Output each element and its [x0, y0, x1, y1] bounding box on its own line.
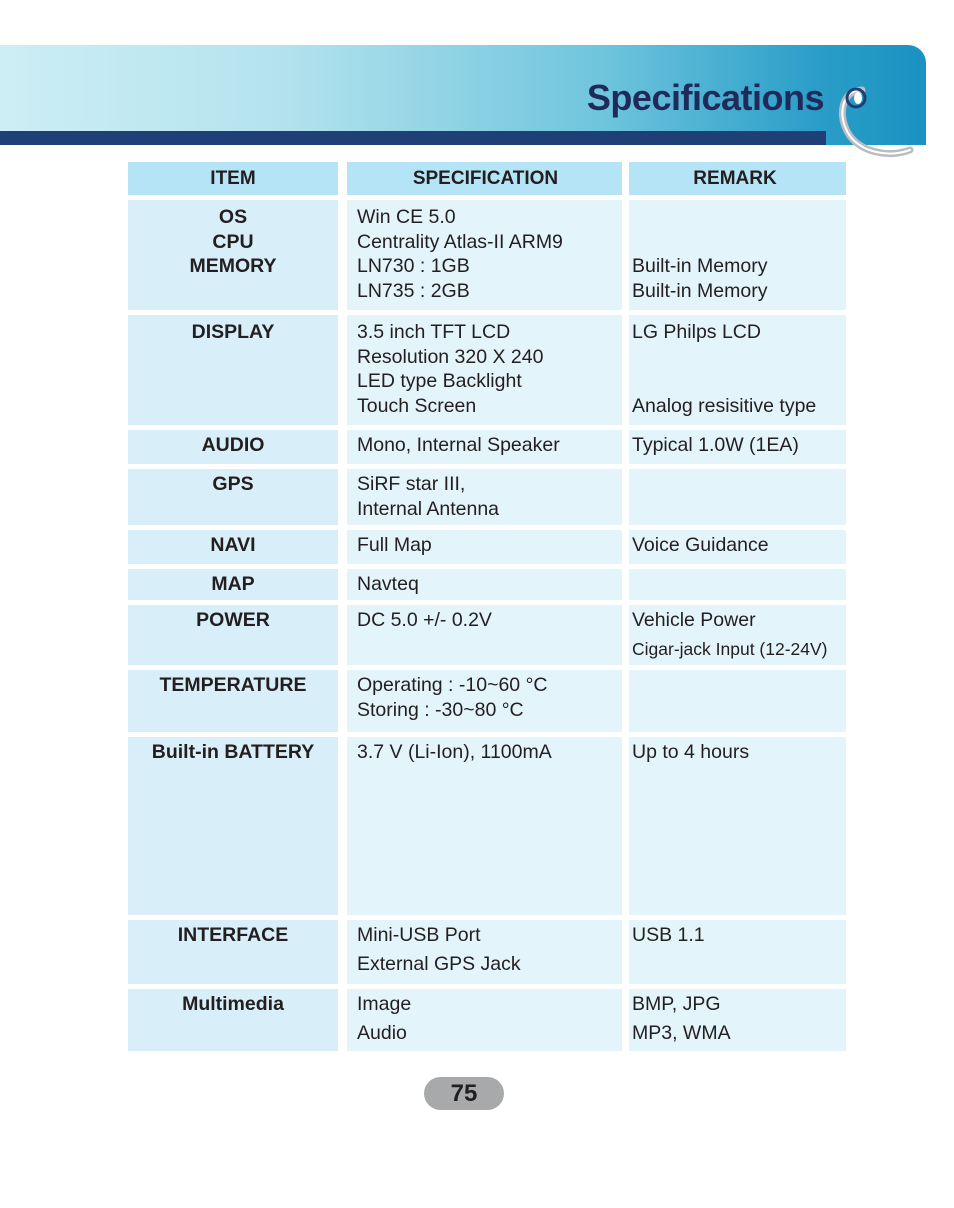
column-header-item: ITEM — [128, 162, 338, 195]
table-header-row — [128, 162, 846, 195]
table-row — [128, 430, 846, 464]
cell-text — [632, 205, 838, 230]
table-row — [128, 530, 846, 564]
table-row — [128, 200, 846, 310]
cell-text: Full Map — [357, 534, 432, 556]
cell-text: Win CE 5.0 — [357, 206, 456, 228]
specification-cell — [347, 530, 622, 564]
cell-text: MEMORY — [189, 255, 277, 277]
item-cell — [128, 737, 338, 915]
remark-cell — [629, 315, 846, 425]
cell-text: Resolution 320 X 240 — [357, 345, 544, 368]
cell-text — [632, 369, 838, 394]
item-cell — [128, 469, 338, 525]
cell-text: CPU — [212, 230, 254, 253]
remark-cell — [629, 670, 846, 732]
remark-cell — [629, 989, 846, 1051]
specification-cell — [347, 315, 622, 425]
cell-text: LED type Backlight — [357, 370, 522, 392]
specification-cell — [347, 605, 622, 665]
cell-text: Mono, Internal Speaker — [357, 434, 560, 456]
column-header-remark: REMARK — [629, 162, 846, 195]
item-cell — [128, 989, 338, 1051]
table-row — [128, 670, 846, 732]
cell-text: INTERFACE — [177, 924, 289, 946]
item-cell — [128, 200, 338, 310]
cell-text: NAVI — [210, 534, 256, 556]
cell-text: External GPS Jack — [357, 952, 521, 975]
remark-cell — [629, 430, 846, 464]
cell-text: LN735 : 2GB — [357, 279, 470, 302]
cell-text: Voice Guidance — [632, 534, 769, 556]
table-row — [128, 315, 846, 425]
cell-text: Vehicle Power — [632, 609, 756, 631]
cell-text: Navteq — [357, 573, 419, 595]
remark-cell — [629, 605, 846, 665]
specification-cell — [347, 670, 622, 732]
item-cell — [128, 605, 338, 665]
cell-text: 3.7 V (Li-Ion), 1100mA — [357, 741, 552, 763]
cell-text: Centrality Atlas-II ARM9 — [357, 230, 563, 253]
page-number: 75 — [424, 1077, 504, 1110]
cell-text: Built-in Memory — [632, 279, 768, 302]
cell-text: Up to 4 hours — [632, 741, 750, 763]
cell-text: DC 5.0 +/- 0.2V — [357, 609, 492, 631]
item-cell — [128, 430, 338, 464]
swirl-logo-icon — [822, 76, 926, 168]
cell-text: MP3, WMA — [632, 1021, 731, 1044]
specification-cell — [347, 989, 622, 1051]
header-stripe — [0, 131, 826, 145]
specification-cell — [347, 920, 622, 984]
cell-text: Typical 1.0W (1EA) — [632, 434, 799, 456]
cell-text: Cigar-jack Input (12-24V) — [632, 638, 828, 659]
cell-text: MAP — [211, 573, 255, 595]
cell-text: SiRF star III, — [357, 473, 466, 495]
item-cell — [128, 569, 338, 600]
table-row — [128, 989, 846, 1051]
item-cell — [128, 530, 338, 564]
table-row — [128, 737, 846, 915]
specification-cell — [347, 737, 622, 915]
remark-cell — [629, 569, 846, 600]
specification-cell — [347, 200, 622, 310]
column-header-specification: SPECIFICATION — [347, 162, 622, 195]
cell-text: AUDIO — [201, 434, 265, 456]
cell-text: BMP, JPG — [632, 993, 721, 1015]
table-row — [128, 920, 846, 984]
cell-text: TEMPERATURE — [159, 674, 307, 696]
remark-cell — [629, 530, 846, 564]
cell-text: LG Philps LCD — [632, 321, 761, 343]
table-row — [128, 469, 846, 525]
item-cell — [128, 315, 338, 425]
table-row — [128, 605, 846, 665]
cell-text: LN730 : 1GB — [357, 255, 470, 277]
specifications-table — [128, 162, 846, 1056]
cell-text: Mini-USB Port — [357, 924, 481, 946]
table-body — [128, 200, 846, 1051]
cell-text: OS — [218, 206, 248, 228]
cell-text: Audio — [357, 1021, 407, 1044]
cell-text: Image — [357, 993, 412, 1015]
specification-cell — [347, 430, 622, 464]
remark-cell — [629, 200, 846, 310]
cell-text: Internal Antenna — [357, 497, 500, 520]
item-cell — [128, 670, 338, 732]
cell-text: Storing : -30~80 °C — [357, 698, 524, 721]
cell-text: 3.5 inch TFT LCD — [357, 321, 511, 343]
remark-cell — [629, 469, 846, 525]
cell-text: Operating : -10~60 °C — [357, 674, 548, 696]
cell-text: Built-in BATTERY — [151, 741, 315, 763]
specification-cell — [347, 469, 622, 525]
table-row — [128, 569, 846, 600]
cell-text: POWER — [196, 609, 270, 631]
item-cell — [128, 920, 338, 984]
cell-text: Built-in Memory — [632, 255, 768, 277]
remark-cell — [629, 920, 846, 984]
cell-text: Multimedia — [182, 993, 284, 1015]
cell-text: DISPLAY — [191, 321, 275, 343]
cell-text: GPS — [212, 473, 254, 495]
cell-text — [632, 345, 838, 370]
remark-cell — [629, 737, 846, 915]
cell-text — [632, 230, 838, 255]
specification-cell — [347, 569, 622, 600]
cell-text: Analog resisitive type — [632, 394, 817, 417]
cell-text: Touch Screen — [357, 394, 477, 417]
cell-text: USB 1.1 — [632, 924, 705, 946]
page-title: Specifications — [586, 77, 824, 118]
